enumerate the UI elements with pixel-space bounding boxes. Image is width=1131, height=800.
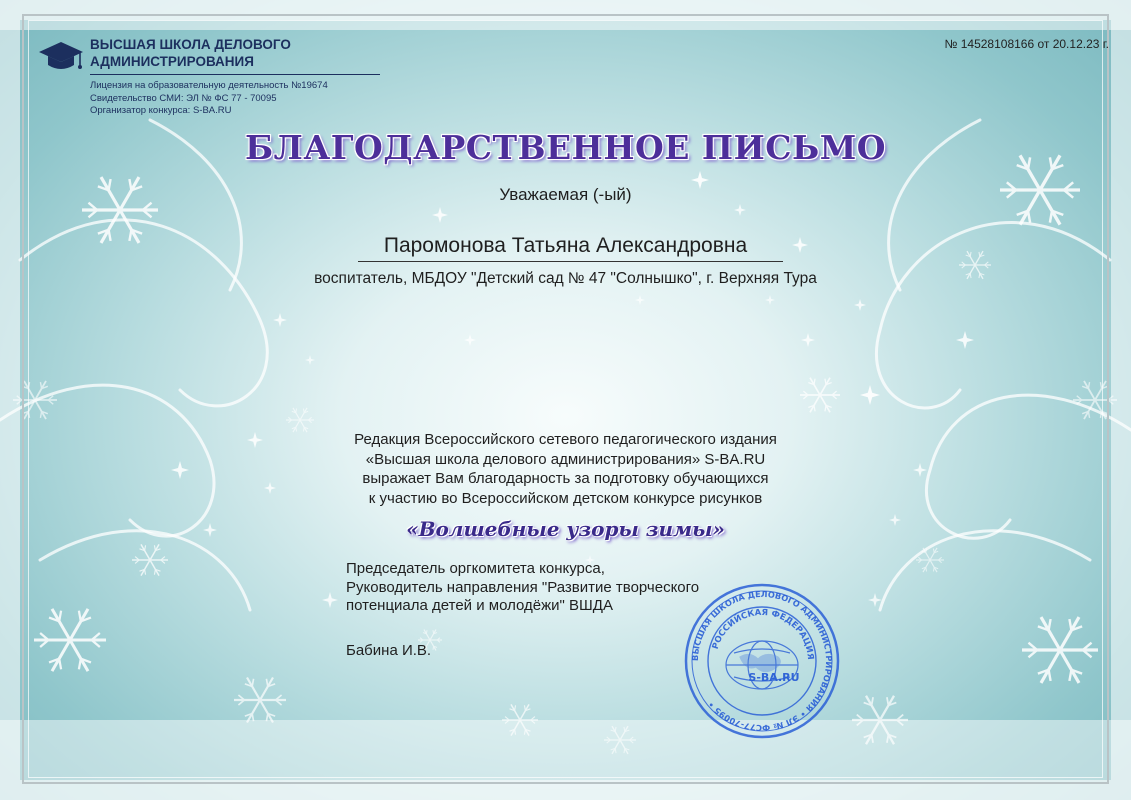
name-underline — [358, 261, 783, 262]
organization-details — [90, 80, 390, 118]
letter-body — [300, 430, 831, 508]
graduation-cap-icon — [38, 40, 84, 74]
contest-name: «Волшебные узоры зимы» — [406, 517, 725, 541]
stamp-country-text: РОССИЙСКАЯ ФЕДЕРАЦИЯ — [710, 607, 816, 661]
signer-role: Председатель оргкомитета конкурса, — [346, 560, 605, 577]
document-number: № 14528108166 от 20.12.23 г. — [944, 37, 1109, 51]
stamp-ring-text: ВЫСШАЯ ШКОЛА ДЕЛОВОГО АДМИНИСТРИРОВАНИЯ • ЭЛ № ФС77-70095 • — [689, 588, 835, 734]
body-line: Редакция Всероссийского сетевого педагогического издания — [354, 431, 777, 448]
stamp-center-text: S-BA.RU — [748, 671, 800, 684]
organization-name: ВЫСШАЯ ШКОЛА ДЕЛОВОГО АДМИНИСТРИРОВАНИЯ — [90, 37, 291, 69]
document-title: БЛАГОДАРСТВЕННОЕ ПИСЬМО — [244, 128, 887, 167]
body-line: к участию во Всероссийском детском конкурсе рисунков — [368, 489, 763, 507]
body-line: выражает Вам благодарность за подготовку обучающихся — [362, 470, 769, 487]
recipient-position: воспитатель, МБДОУ "Детский сад № 47 "Солнышко", г. Верхняя Тура — [314, 270, 817, 287]
organizer-text: Организатор конкурса: S-BA.RU — [90, 105, 232, 116]
signer-name: Бабина И.В. — [346, 642, 432, 659]
recipient-name: Паромонова Татьяна Александровна — [383, 234, 748, 257]
signer-role: потенциала детей и молодёжи" ВШДА — [346, 597, 613, 614]
official-stamp — [684, 583, 840, 739]
greeting: Уважаемая (-ый) — [499, 185, 632, 204]
logo-divider — [90, 74, 380, 75]
license-text: Лицензия на образовательную деятельность №19674 — [90, 80, 328, 91]
signer-role: Руководитель направления "Развитие творческого — [346, 578, 700, 596]
body-line: «Высшая школа делового администрирования» S-BA.RU — [365, 450, 766, 468]
svg-text:РОССИЙСКАЯ ФЕДЕРАЦИЯ — [711, 608, 815, 660]
media-certificate-text: Свидетельство СМИ: ЭЛ № ФС 77 - 70095 — [90, 92, 277, 104]
